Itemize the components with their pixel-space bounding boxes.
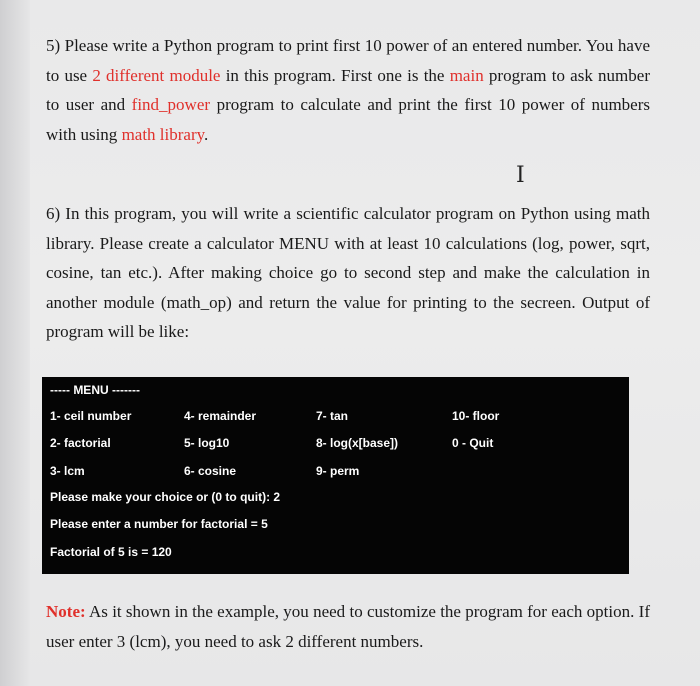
menu-item-perm: 9- perm bbox=[316, 464, 360, 478]
menu-item-logbase: 8- log(x[base]) bbox=[316, 436, 399, 450]
note-text: As it shown in the example, you need to customize the program for each option. If user enter 3 (lcm), you need to ask 2 different numbers. bbox=[46, 602, 650, 651]
page-shadow-edge bbox=[0, 0, 30, 686]
q5-text-4: program to calculate and print the first 10 power of numbers with using bbox=[46, 95, 650, 144]
q5-highlight-find-power: find_power bbox=[131, 95, 211, 114]
console-output bbox=[42, 377, 629, 574]
note-paragraph bbox=[46, 597, 650, 656]
menu-item-tan: 7- tan bbox=[316, 409, 349, 423]
number-prompt: Please enter a number for factorial = 5 bbox=[50, 517, 268, 531]
q5-text-3: program to ask number to user and bbox=[46, 65, 650, 114]
q5-text-5: . bbox=[204, 124, 209, 144]
menu-header: ----- MENU ------- bbox=[50, 383, 140, 397]
menu-item-quit: 0 - Quit bbox=[452, 436, 494, 450]
choice-prompt: Please make your choice or (0 to quit): 2 bbox=[50, 490, 281, 504]
menu-item-factorial: 2- factorial bbox=[50, 436, 111, 450]
menu-item-log10: 5- log10 bbox=[184, 436, 230, 450]
question-6: 6) In this program, you will write a scientific calculator program on Python using math library. Please create a calculator MENU with at least 10 calculations (log, power, sqrt, cosine, tan etc.). After making choice go to second step and make the calculation in another module (math_op) and return the value for printing to the secreen. Output of program will be like: bbox=[46, 204, 650, 341]
result-line: Factorial of 5 is = 120 bbox=[50, 545, 172, 559]
menu-item-floor: 10- floor bbox=[452, 409, 500, 423]
menu-item-lcm: 3- lcm bbox=[50, 464, 85, 478]
q5-highlight-math-library: math library bbox=[121, 124, 205, 144]
menu-item-ceil: 1- ceil number bbox=[50, 409, 132, 423]
q5-text-2: in this program. First one is the bbox=[220, 65, 450, 85]
q5-highlight-main: main bbox=[449, 65, 484, 85]
menu-item-remainder: 4- remainder bbox=[184, 409, 257, 423]
q5-highlight-modules: 2 different module bbox=[92, 65, 221, 85]
note-label: Note: bbox=[46, 602, 86, 621]
menu-item-cosine: 6- cosine bbox=[184, 464, 237, 478]
question-5 bbox=[46, 31, 650, 149]
text-cursor-icon: I bbox=[516, 163, 525, 188]
q5-text-1: 5) Please write a Python program to print first 10 power of an entered number. You have to use bbox=[46, 36, 650, 85]
